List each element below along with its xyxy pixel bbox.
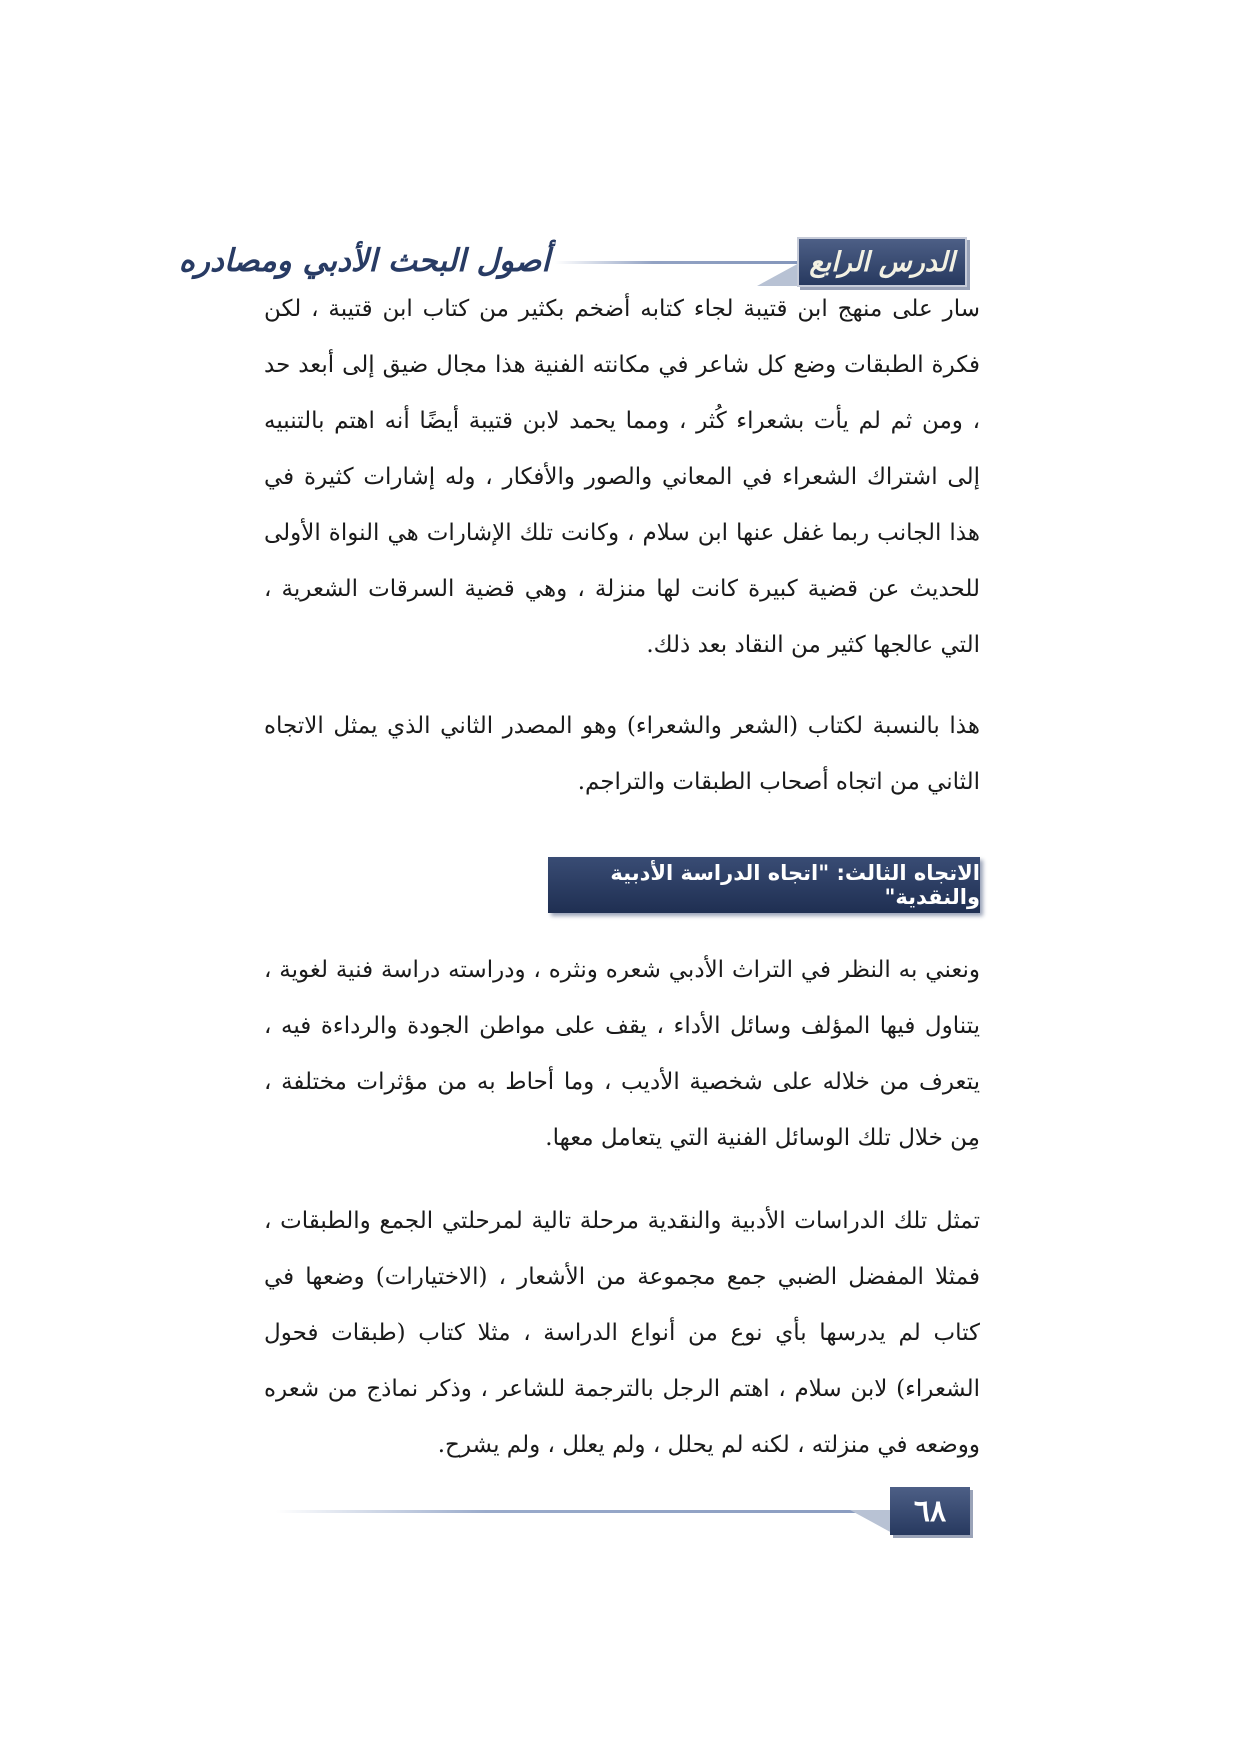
lesson-label: الدرس الرابع bbox=[797, 237, 967, 287]
page-header bbox=[0, 0, 1240, 300]
paragraph-3: ونعني به النظر في التراث الأدبي شعره ونثره ، ودراسته دراسة فنية لغوية ، يتناول فيها المؤلف وسائل الأداء ، يقف على مواطن الجودة والرداءة فيه ، يتعرف من خلاله على شخصية الأديب ، وما أحاط به من مؤثرات مختلفة ، مِن خلال تلك الوسائل الفنية التي يتعامل معها. bbox=[264, 957, 980, 1151]
section-heading: الاتجاه الثالث: "اتجاه الدراسة الأدبية والنقدية" bbox=[548, 857, 980, 913]
paragraph-4: تمثل تلك الدراسات الأدبية والنقدية مرحلة تالية لمرحلتي الجمع والطبقات ، فمثلا المفضل الضبي جمع مجموعة من الأشعار ، (الاختيارات) وضعها في كتاب لم يدرسها بأي نوع من أنواع الدراسة ، مثلا كتاب (طبقات فحول الشعراء) لابن سلام ، اهتم الرجل بالترجمة للشاعر ، وذكر نماذج من شعره ووضعه في منزلته ، لكنه لم يحلل ، ولم يعلل ، ولم يشرح. bbox=[264, 1208, 980, 1458]
paragraph-1: سار على منهج ابن قتيبة لجاء كتابه أضخم بكثير من كتاب ابن قتيبة ، لكن فكرة الطبقات وضع كل شاعر في مكانته الفنية هذا مجال ضيق إلى أبعد حد ، ومن ثم لم يأت بشعراء كُثر ، ومما يحمد لابن قتيبة أيضًا أنه اهتم بالتنبيه إلى اشتراك الشعراء في المعاني والصور والأفكار ، وله إشارات كثيرة في هذا الجانب ربما غفل عنها ابن سلام ، وكانت تلك الإشارات هي النواة الأولى للحديث عن قضية كبيرة كانت لها منزلة ، وهي قضية السرقات الشعرية ، التي عالجها كثير من النقاد بعد ذلك. bbox=[264, 296, 980, 658]
paragraph-2: هذا بالنسبة لكتاب (الشعر والشعراء) وهو المصدر الثاني الذي يمثل الاتجاه الثاني من اتجاه أصحاب الطبقات والتراجم. bbox=[264, 713, 980, 795]
footer-rule bbox=[276, 1510, 876, 1513]
footer-wedge bbox=[850, 1510, 894, 1534]
book-title: أصول البحث الأدبي ومصادره bbox=[178, 243, 550, 279]
page-number: ٦٨ bbox=[890, 1487, 970, 1535]
